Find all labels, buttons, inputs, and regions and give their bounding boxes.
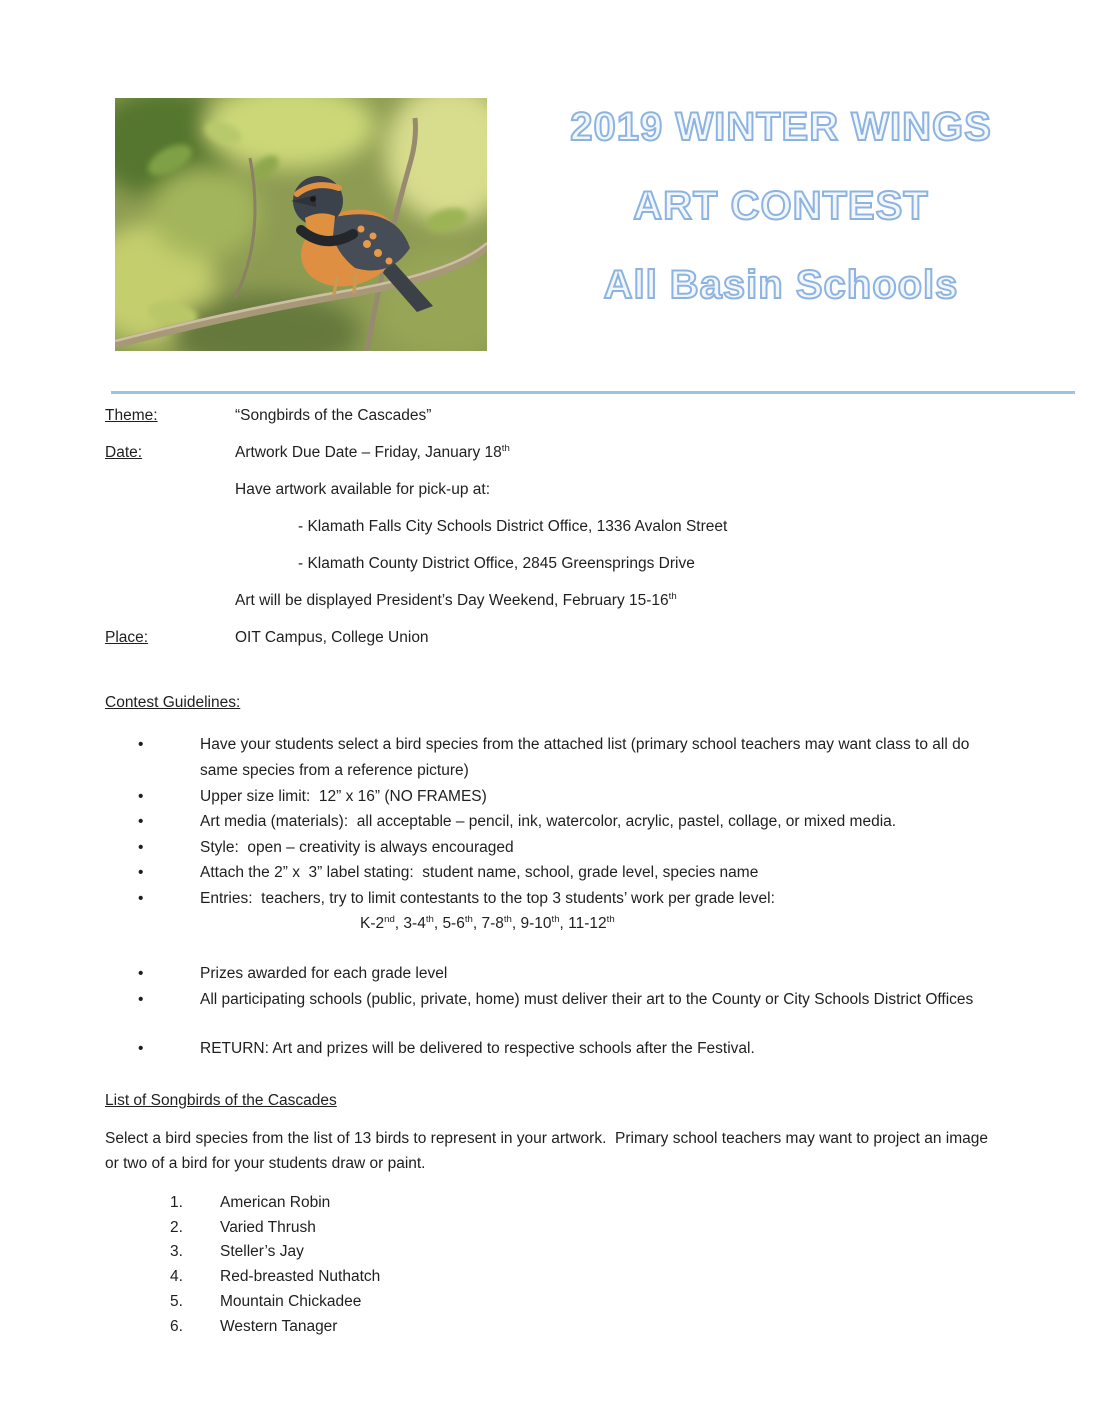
title-block	[487, 98, 1075, 341]
songbird-item: Varied Thrush	[220, 1218, 316, 1236]
pickup-location-county: - Klamath County District Office, 2845 Greensprings Drive	[298, 554, 695, 572]
grade-segment: , 9-10th	[511, 914, 560, 933]
songbird-item: Red-breasted Nuthatch	[220, 1268, 381, 1286]
songbird-item: Steller’s Jay	[220, 1243, 304, 1261]
guideline-item: • Entries: teachers, try to limit contestants to the top 3 students’ work per grade level: K-2nd, 3-4th, 5-6th, 7-8th, 9-10th, 11-12th	[105, 886, 1010, 937]
grade-segment: , 7-8th	[472, 914, 512, 933]
songbird-item: Mountain Chickadee	[220, 1292, 362, 1310]
pickup-location-city: - Klamath Falls City Schools District Office, 1336 Avalon Street	[298, 517, 728, 535]
guideline-item: • Prizes awarded for each grade level	[105, 961, 1010, 987]
guideline-item: • Attach the 2” x 3” label stating: student name, school, grade level, species name	[105, 860, 1010, 886]
place-label: Place:	[105, 628, 149, 646]
artwork-due-date	[235, 443, 1075, 464]
display-date-row	[105, 591, 1075, 612]
songbird-item: Western Tanager	[220, 1317, 338, 1335]
bird-photo	[115, 98, 487, 351]
songbird-list	[105, 1191, 1075, 1340]
title-line-schools: All Basin Schools	[603, 263, 959, 307]
guideline-item: • Art media (materials): all acceptable – pencil, ink, watercolor, acrylic, pastel, collage, or mixed media.	[105, 809, 1010, 835]
place-value: OIT Campus, College Union	[235, 628, 429, 646]
label-spacer	[105, 554, 235, 575]
due-date-ordinal: th	[501, 442, 510, 454]
pickup-intro-row	[105, 480, 1075, 501]
due-date-text: Artwork Due Date – Friday, January 18	[235, 443, 502, 461]
songbirds-intro: Select a bird species from the list of 13 birds to represent in your artwork. Primary school teachers may want to project an image or two of a bird for your students draw or paint.	[105, 1129, 993, 1173]
header-divider-line	[111, 391, 1075, 394]
varied-thrush-image	[115, 98, 487, 351]
grade-segment: , 5-6th	[433, 914, 473, 933]
songbirds-heading: List of Songbirds of the Cascades	[105, 1091, 337, 1109]
label-spacer	[105, 480, 235, 501]
title-line-year: 2019 WINTER WINGS	[570, 105, 992, 149]
theme-label: Theme:	[105, 407, 158, 424]
songbird-list-section	[105, 1092, 1075, 1340]
songbird-item: American Robin	[220, 1193, 331, 1211]
event-details-section	[105, 406, 1075, 648]
grade-levels-line	[360, 911, 1010, 937]
display-date	[235, 591, 1075, 612]
title-line-contest: ART CONTEST	[633, 184, 929, 228]
date-label: Date:	[105, 443, 143, 461]
label-spacer	[105, 517, 235, 538]
flyer-header	[105, 98, 1075, 351]
guideline-item: • Have your students select a bird species from the attached list (primary school teachers may want class to all do same species from a reference picture)	[105, 732, 1010, 783]
theme-value: “Songbirds of the Cascades”	[235, 407, 432, 424]
guidelines-heading: Contest Guidelines:	[105, 694, 241, 712]
grade-segment: , 11-12th	[559, 914, 615, 933]
guideline-item: • All participating schools (public, private, home) must deliver their art to the County or City Schools District Offices	[105, 987, 1010, 1013]
pickup-intro: Have artwork available for pick-up at:	[235, 480, 491, 498]
guideline-item: • RETURN: Art and prizes will be delivered to respective schools after the Festival.	[105, 1036, 1010, 1062]
label-spacer	[105, 591, 235, 612]
grade-segment: , 3-4th	[394, 914, 434, 933]
display-date-text: Art will be displayed President’s Day Weekend, February 15-16	[235, 591, 669, 609]
date-row	[105, 443, 1075, 464]
place-row	[105, 628, 1075, 649]
display-date-ordinal: th	[668, 590, 677, 602]
contest-guidelines-section	[105, 694, 1075, 1061]
guidelines-list	[105, 732, 1010, 1061]
pickup-location-row	[105, 554, 1075, 575]
theme-row	[105, 406, 1075, 427]
guideline-item: • Style: open – creativity is always encouraged	[105, 835, 1010, 861]
pickup-location-row	[105, 517, 1075, 538]
grade-segment: K-2nd	[360, 914, 395, 933]
guideline-item: • Upper size limit: 12” x 16” (NO FRAMES)	[105, 784, 1010, 810]
